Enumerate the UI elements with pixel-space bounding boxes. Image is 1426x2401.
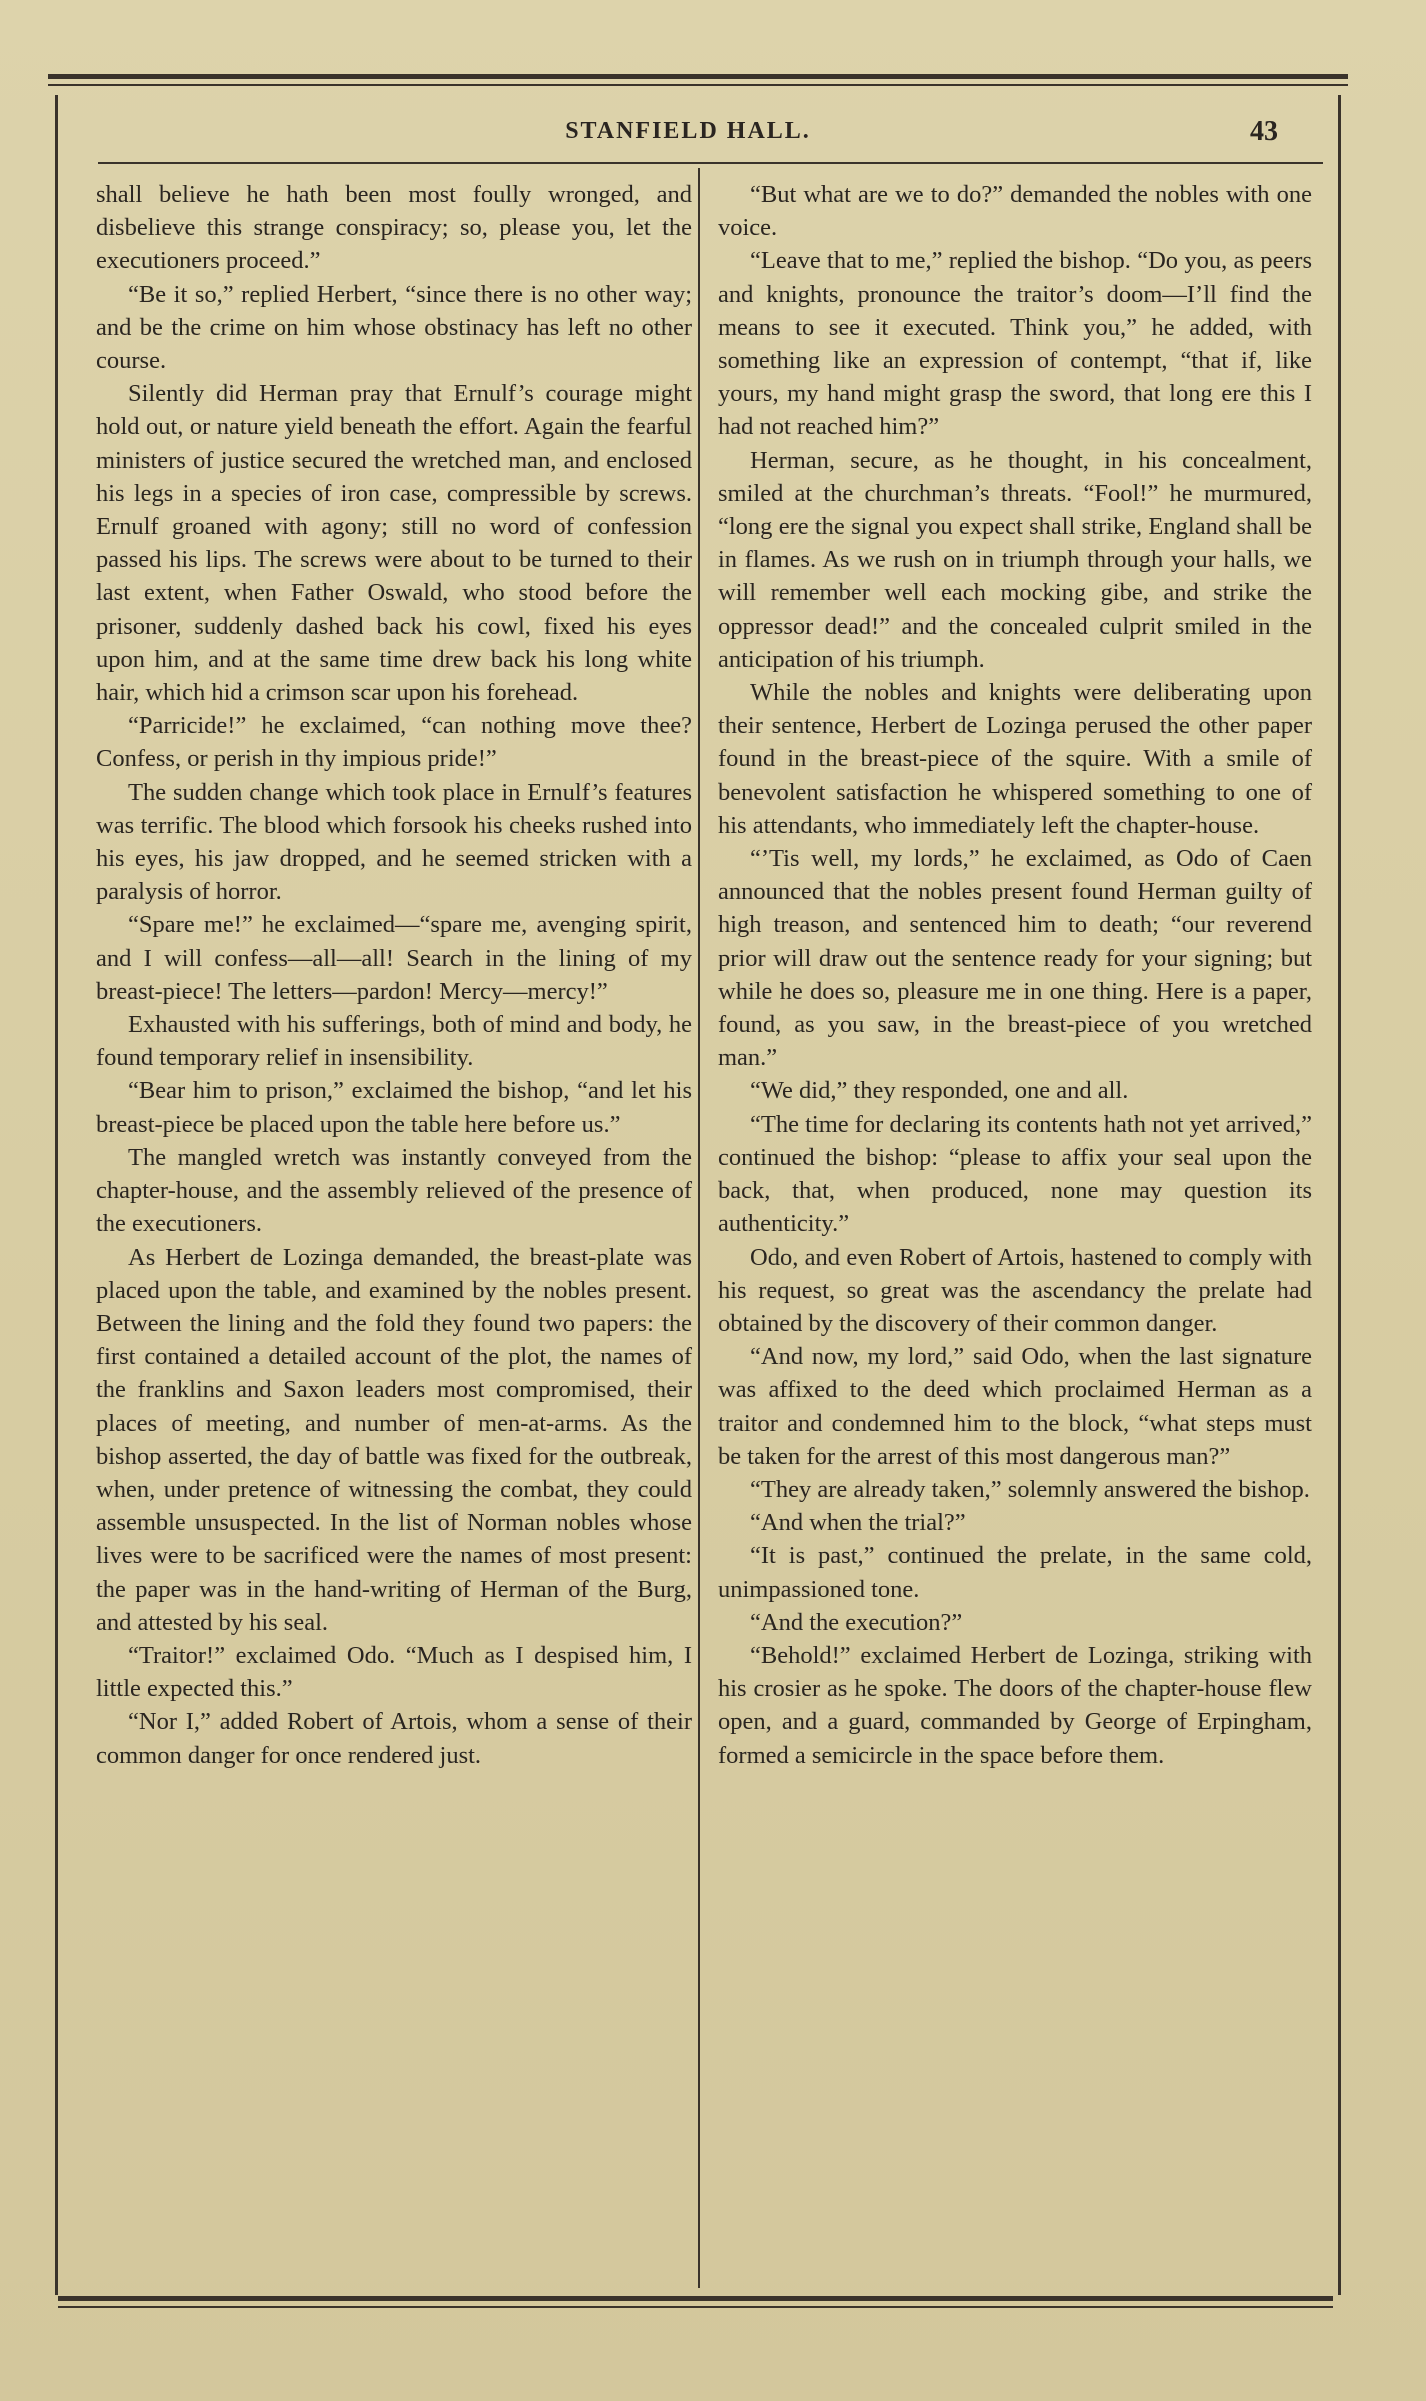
paragraph: “We did,” they responded, one and all. <box>750 1077 1129 1105</box>
header-rule <box>98 162 1323 164</box>
paragraph: “Traitor!” exclaimed Odo. “Much as I despised him, I little expected this.” <box>96 1641 692 1703</box>
paragraph: “But what are we to do?” demanded the nobles with one voice. <box>718 181 1312 242</box>
paragraph: “Be it so,” replied Herbert, “since there is no other way; and be the crime on him whose obstinacy has left no other course. <box>96 280 692 375</box>
paragraph: “Behold!” exclaimed Herbert de Lozinga, striking with his crosier as he spoke. The doors of the chapter-house flew open, and a guard, commanded by George of Erpingham, formed a semicircle in the space before them. <box>718 1641 1312 1769</box>
paragraph: While the nobles and knights were deliberating upon their sentence, Herbert de Lozinga perused the other paper found in the breast-piece of the squire. With a smile of benevolent satisfaction he whispered something to one of his attendants, who immediately left the chapter-house. <box>718 679 1312 839</box>
left-column <box>96 178 692 1772</box>
paragraph: “They are already taken,” solemnly answered the bishop. <box>750 1475 1310 1503</box>
page-number: 43 <box>1250 116 1278 147</box>
running-header <box>98 118 1278 158</box>
bottom-rule-thin <box>58 2306 1333 2308</box>
paragraph: “Bear him to prison,” exclaimed the bishop, “and let his breast-piece be placed upon the table here before us.” <box>96 1077 692 1138</box>
paragraph: “And the execution?” <box>750 1608 963 1636</box>
top-rule-thin <box>48 84 1348 86</box>
paragraph: Exhausted with his sufferings, both of mind and body, he found temporary relief in insensibility. <box>96 1011 692 1072</box>
paragraph: “Spare me!” he exclaimed—“spare me, avenging spirit, and I will confess—all—all! Search in the lining of my breast-piece! The letters—pardon! Mercy—mercy!” <box>96 911 692 1005</box>
paragraph: “Parricide!” he exclaimed, “can nothing move thee? Confess, or perish in thy impious pride!” <box>96 712 692 773</box>
paragraph: Odo, and even Robert of Artois, hastened to comply with his request, so great was the ascendancy the prelate had obtained by the discovery of their common danger. <box>718 1243 1312 1337</box>
paragraph: “Nor I,” added Robert of Artois, whom a sense of their common danger for once rendered just. <box>96 1708 692 1769</box>
paragraph: Herman, secure, as he thought, in his concealment, smiled at the churchman’s threats. “Fool!” he murmured, “long ere the signal you expect shall strike, England shall be in flames. As we rush on in triumph through your halls, we will remember well each mocking gibe, and strike the oppressor dead!” and the concealed culprit smiled in the anticipation of his triumph. <box>718 446 1312 673</box>
left-border <box>55 95 58 2295</box>
paragraph: Silently did Herman pray that Ernulf’s courage might hold out, or nature yield beneath the effort. Again the fearful ministers of justice secured the wretched man, and enclosed his legs in a species of iron case, compressible by screws. Ernulf groaned with agony; still no word of confession passed his lips. The screws were about to be turned to their last extent, when Father Oswald, who stood before the prisoner, suddenly dashed back his cowl, fixed his eyes upon him, and at the same time drew back his long white hair, which hid a crimson scar upon his forehead. <box>96 380 692 707</box>
paragraph: “Leave that to me,” replied the bishop. “Do you, as peers and knights, pronounce the traitor’s doom—I’ll find the means to see it executed. Think you,” he added, with something like an expression of contempt, “that if, like yours, my hand might grasp the sword, that long ere this I had not reached him?” <box>718 247 1312 441</box>
paragraph: “’Tis well, my lords,” he exclaimed, as Odo of Caen announced that the nobles present found Herman guilty of high treason, and sentenced him to death; “our reverend prior will draw out the sentence ready for your signing; but while he does so, pleasure me in one thing. Here is a paper, found, as you saw, in the breast-piece of you wretched man.” <box>718 845 1312 1072</box>
paragraph: The mangled wretch was instantly conveyed from the chapter-house, and the assembly relieved of the presence of the executioners. <box>96 1143 692 1238</box>
paragraph: The sudden change which took place in Ernulf’s features was terrific. The blood which forsook his cheeks rushed into his eyes, his jaw dropped, and he seemed stricken with a paralysis of horror. <box>96 778 692 906</box>
paragraph: “And when the trial?” <box>750 1509 966 1537</box>
paragraph: “And now, my lord,” said Odo, when the last signature was affixed to the deed which proclaimed Herman as a traitor and condemned him to the block, “what steps must be taken for the arrest of this most dangerous man?” <box>718 1343 1312 1470</box>
column-divider <box>698 168 700 2288</box>
paragraph: “The time for declaring its contents hath not yet arrived,” continued the bishop: “please to affix your seal upon the back, that, when produced, none may question its authenticity.” <box>718 1110 1312 1238</box>
paragraph: “It is past,” continued the prelate, in the same cold, unimpassioned tone. <box>718 1542 1312 1603</box>
paragraph: shall believe he hath been most foully wronged, and disbelieve this strange conspiracy; so, please you, let the executioners proceed.” <box>96 181 692 275</box>
right-column <box>718 178 1312 1772</box>
right-border <box>1338 95 1341 2295</box>
paragraph: As Herbert de Lozinga demanded, the breast-plate was placed upon the table, and examined by the nobles present. Between the lining and the fold they found two papers: the first contained a detailed account of the plot, the names of the franklins and Saxon leaders most compromised, their places of meeting, and number of men-at-arms. As the bishop asserted, the day of battle was fixed for the outbreak, when, under pretence of witnessing the combat, they could assemble unsuspected. In the list of Norman nobles whose lives were to be sacrificed were the names of most present: the paper was in the hand-writing of Herman of the Burg, and attested by his seal. <box>96 1243 692 1636</box>
running-title: STANFIELD HALL. <box>565 118 811 144</box>
bottom-rule <box>58 2296 1333 2301</box>
top-rule <box>48 74 1348 79</box>
